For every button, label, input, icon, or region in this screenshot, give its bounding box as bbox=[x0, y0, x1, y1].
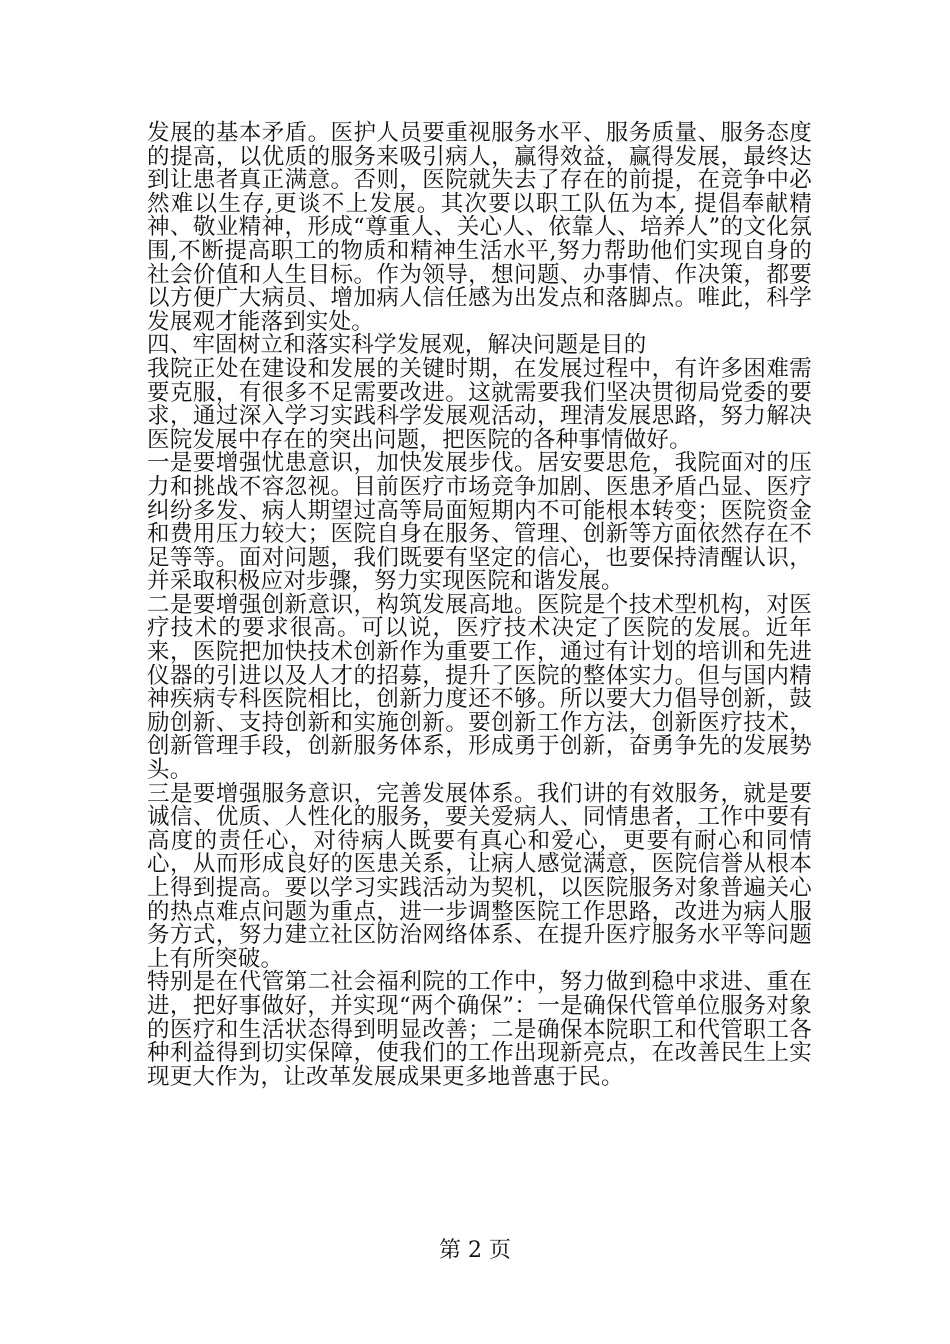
document-body bbox=[147, 122, 812, 1089]
paragraph-point-three: 三是要增强服务意识，完善发展体系。我们讲的有效服务，就是要诚信、优质、人性化的服务，要关爱病人、同情患者，工作中要有高度的责任心，对待病人既要有真心和爱心，更要有耐心和同情心，从而形成良好的医患关系，让病人感觉满意，医院信誉从根本上得到提高。要以学习实践活动为契机，以医院服务对象普遍关心的热点难点问题为重点，进一步调整医院工作思路，改进为病人服务方式，努力建立社区防治网络体系、在提升医疗服务水平等问题上有所突破。 bbox=[147, 780, 812, 972]
paragraph-special: 特别是在代管第二社会福利院的工作中，努力做到稳中求进、重在进，把好事做好，并实现“两个确保”：一是确保代管单位服务对象的医疗和生活状态得到明显改善；二是确保本院职工和代管职工各种利益得到切实保障，使我们的工作出现新亮点，在改善民生上实现更大作为，让改革发展成果更多地普惠于民。 bbox=[147, 969, 812, 1090]
section-heading: 四、牢固树立和落实科学发展观，解决问题是目的 bbox=[147, 332, 647, 359]
paragraph-intro: 我院正处在建设和发展的关键时期，在发展过程中，有许多困难需要克服，有很多不足需要改进。这就需要我们坚决贯彻局党委的要求，通过深入学习实践科学发展观活动，理清发展思路，努力解决医院发展中存在的突出问题，把医院的各种事情做好。 bbox=[147, 355, 812, 453]
page-number: 第 2 页 bbox=[439, 1238, 511, 1263]
paragraph-point-two: 二是要增强创新意识，构筑发展高地。医院是个技术型机构，对医疗技术的要求很高。可以说，医疗技术决定了医院的发展。近年来，医院把加快技术创新作为重要工作，通过有计划的培训和先进仪器的引进以及人才的招募，提升了医院的整体实力。但与国内精神疾病专科医院相比，创新力度还不够。所以要大力倡导创新，鼓励创新、支持创新和实施创新。要创新工作方法，创新医疗技术，创新管理手段，创新服务体系，形成勇于创新，奋勇争先的发展势头。 bbox=[147, 591, 812, 784]
paragraph-continuation: 发展的基本矛盾。医护人员要重视服务水平、服务质量、服务态度的提高，以优质的服务来吸引病人，赢得效益，赢得发展，最终达到让患者真正满意。否则，医院就失去了存在的前提，在竞争中必然难以生存,更谈不上发展。其次要以职工队伍为本, 提倡奉献精神、敬业精神，形成“尊重人、关心人、依靠人、培养人”的文化氛围,不断提高职工的物质和精神生活水平,努力帮助他们实现自身的社会价值和人生目标。作为领导，想问题、办事情、作决策，都要以方便广大病员、增加病人信任感为出发点和落脚点。唯此，科学发展观才能落到实处。 bbox=[147, 120, 812, 335]
paragraph-point-one: 一是要增强忧患意识，加快发展步伐。居安要思危，我院面对的压力和挑战不容忽视。目前医疗市场竞争加剧、医患矛盾凸显、医疗纠纷多发、病人期望过高等局面短期内不可能根本转变；医院资金和费用压力较大；医院自身在服务、管理、创新等方面依然存在不足等等。面对问题，我们既要有坚定的信心，也要保持清醒认识，并采取积极应对步骤，努力实现医院和谐发展。 bbox=[147, 450, 812, 595]
